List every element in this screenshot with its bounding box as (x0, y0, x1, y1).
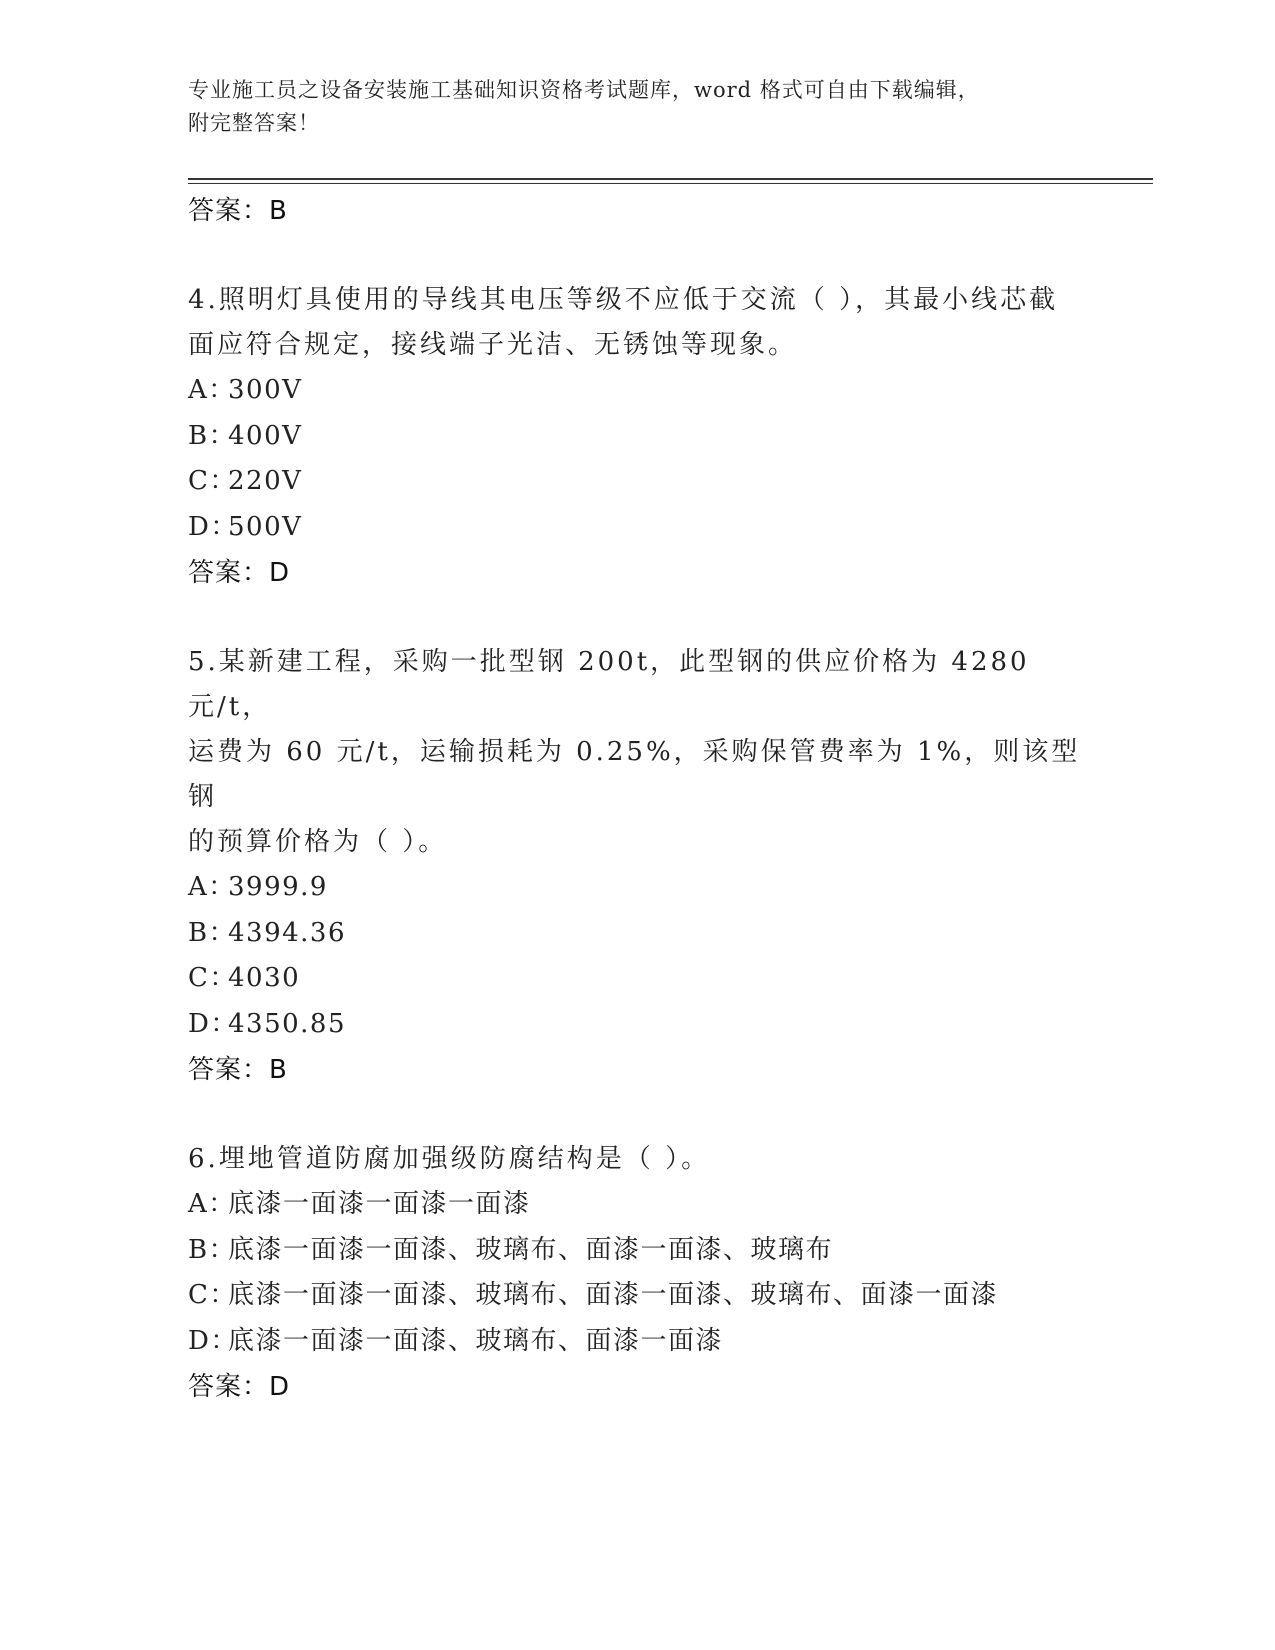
option-letter: B： (188, 420, 237, 451)
option-text: 底漆一面漆一面漆、玻璃布、面漆一面漆 (228, 1325, 724, 1356)
question-text-line: 运费为 60 元/t，运输损耗为 0.25%，采购保管费率为 1%，则该型钢 (188, 737, 1081, 812)
option-letter: A： (188, 375, 236, 405)
option-text: 4030 (228, 963, 301, 993)
option-letter: B： (188, 917, 237, 948)
option-d (188, 1002, 1088, 1048)
header-line-1: 专业施工员之设备安装施工基础知识资格考试题库，word 格式可自由下载编辑， (188, 78, 980, 102)
option-a (188, 865, 1088, 911)
option-letter: B： (188, 1234, 237, 1265)
question-text-line: 5.某新建工程，采购一批型钢 200t，此型钢的供应价格为 4280 元/t， (188, 647, 1030, 722)
option-text: 3999.9 (228, 872, 328, 902)
option-text: 4350.85 (228, 1008, 347, 1039)
option-b (188, 911, 1088, 957)
option-d (188, 1319, 1088, 1365)
option-text: 底漆一面漆一面漆一面漆 (228, 1189, 531, 1219)
question-text-line: 的预算价格为（ ）。 (188, 827, 448, 857)
option-text: 4394.36 (228, 917, 347, 948)
option-text: 400V (228, 420, 303, 451)
document-body (188, 188, 1088, 1410)
option-c (188, 956, 1088, 1002)
question-text-line: 面应符合规定，接线端子光洁、无锈蚀等现象。 (188, 330, 798, 360)
header-rule-thick (188, 178, 1153, 180)
option-letter: A： (188, 1189, 236, 1219)
option-text: 底漆一面漆一面漆、玻璃布、面漆一面漆、玻璃布、面漆一面漆 (228, 1280, 999, 1310)
page-header (188, 74, 1068, 140)
option-letter: D： (188, 1008, 238, 1039)
option-letter: C： (188, 963, 237, 993)
option-b (188, 414, 1088, 460)
answer-line: 答案：D (188, 558, 291, 588)
option-letter: D： (188, 511, 238, 542)
option-letter: C： (188, 1280, 237, 1310)
option-c (188, 1273, 1088, 1319)
option-letter: D： (188, 1325, 238, 1356)
question-5 (188, 640, 1088, 1093)
question-6 (188, 1137, 1088, 1410)
option-text: 底漆一面漆一面漆、玻璃布、面漆一面漆、玻璃布 (228, 1234, 834, 1265)
option-a (188, 368, 1088, 414)
option-a (188, 1182, 1088, 1228)
option-text: 220V (228, 466, 303, 496)
question-text-line: 4.照明灯具使用的导线其电压等级不应低于交流（ ），其最小线芯截 (188, 285, 1059, 315)
option-text: 300V (228, 375, 303, 405)
question-text-line: 6.埋地管道防腐加强级防腐结构是（ ）。 (188, 1144, 711, 1174)
header-rule-thin (188, 183, 1153, 184)
option-d (188, 505, 1088, 551)
option-letter: C： (188, 466, 237, 496)
answer-line: 答案：B (188, 196, 288, 226)
option-b (188, 1228, 1088, 1274)
option-c (188, 459, 1088, 505)
question-4 (188, 278, 1088, 596)
option-text: 500V (228, 511, 303, 542)
answer-line: 答案：B (188, 1055, 288, 1085)
option-letter: A： (188, 872, 236, 902)
answer-line: 答案：D (188, 1372, 291, 1402)
header-line-2: 附完整答案！ (188, 111, 320, 135)
